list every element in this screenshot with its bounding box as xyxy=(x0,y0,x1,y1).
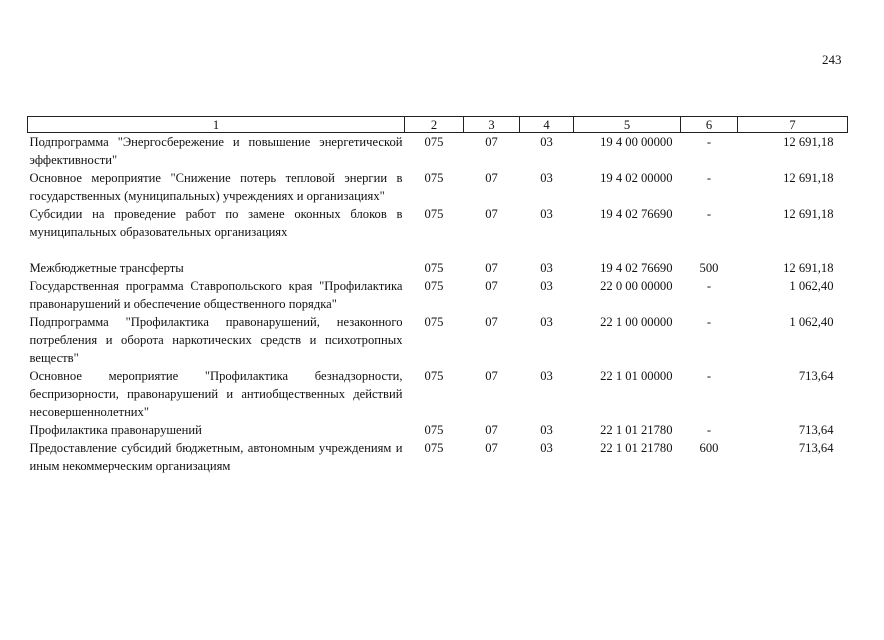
row-name: Подпрограмма "Профилактика правонарушений, незаконного потребления и оборота наркотических средств и психотропных веществ" xyxy=(29,315,403,365)
row-col-3: 07 xyxy=(485,207,498,221)
row-name: Субсидии на проведение работ по замене оконных блоков в муниципальных образовательных организациях xyxy=(29,207,403,239)
budget-table xyxy=(27,116,848,475)
row-col-4: 03 xyxy=(540,207,553,221)
row-col-2: 075 xyxy=(424,261,444,275)
row-col-5: 22 1 01 00000 xyxy=(600,369,673,383)
table-row xyxy=(28,259,848,277)
row-col-7: 12 691,18 xyxy=(783,135,834,149)
row-col-5: 19 4 00 00000 xyxy=(600,135,673,149)
column-header-1: 1 xyxy=(28,117,405,133)
row-col-3: 07 xyxy=(485,171,498,185)
column-header-4: 4 xyxy=(520,117,574,133)
table-row xyxy=(28,277,848,313)
row-col-7: 713,64 xyxy=(798,441,834,455)
row-col-3: 07 xyxy=(485,315,498,329)
table-row xyxy=(28,421,848,439)
row-col-5: 22 0 00 00000 xyxy=(600,279,673,293)
row-name: Основное мероприятие "Профилактика безнадзорности, беспризорности, правонарушений и антиобщественных действий несовершеннолетних" xyxy=(29,369,403,419)
row-col-7: 713,64 xyxy=(798,423,834,437)
row-col-2: 075 xyxy=(424,135,444,149)
row-col-6: - xyxy=(706,369,712,383)
row-col-6: - xyxy=(706,135,712,149)
row-col-4: 03 xyxy=(540,171,553,185)
page-number: 243 xyxy=(822,52,842,67)
row-col-5: 19 4 02 00000 xyxy=(600,171,673,185)
row-col-5: 19 4 02 76690 xyxy=(600,207,673,221)
row-col-3: 07 xyxy=(485,279,498,293)
row-col-2: 075 xyxy=(424,207,444,221)
row-col-4: 03 xyxy=(540,261,553,275)
row-col-6: 600 xyxy=(699,441,719,455)
row-col-4: 03 xyxy=(540,315,553,329)
row-col-6: - xyxy=(706,279,712,293)
row-col-3: 07 xyxy=(485,135,498,149)
row-col-5: 19 4 02 76690 xyxy=(600,261,673,275)
row-col-7: 12 691,18 xyxy=(783,261,834,275)
row-col-4: 03 xyxy=(540,441,553,455)
column-header-6: 6 xyxy=(681,117,738,133)
row-col-2: 075 xyxy=(424,441,444,455)
table-row xyxy=(28,313,848,367)
row-col-2: 075 xyxy=(424,369,444,383)
table-row xyxy=(28,169,848,205)
row-col-5: 22 1 01 21780 xyxy=(600,423,673,437)
table-row xyxy=(28,133,848,170)
row-col-5: 22 1 01 21780 xyxy=(600,441,673,455)
row-col-6: - xyxy=(706,315,712,329)
row-col-6: - xyxy=(706,423,712,437)
row-name: Предоставление субсидий бюджетным, автономным учреждениям и иным некоммерческим организациям xyxy=(29,441,403,473)
row-name: Профилактика правонарушений xyxy=(29,423,202,437)
table-row xyxy=(28,439,848,475)
column-header-5: 5 xyxy=(574,117,681,133)
row-col-4: 03 xyxy=(540,279,553,293)
row-name: Основное мероприятие "Снижение потерь тепловой энергии в государственных (муниципальных) учреждениях и организациях" xyxy=(29,171,403,203)
row-name: Государственная программа Ставропольского края "Профилактика правонарушений и обеспечение общественного порядка" xyxy=(29,279,403,311)
row-col-6: 500 xyxy=(699,261,719,275)
table-row xyxy=(28,367,848,421)
row-col-7: 713,64 xyxy=(798,369,834,383)
row-col-7: 1 062,40 xyxy=(789,315,834,329)
row-name: Межбюджетные трансферты xyxy=(29,261,184,275)
column-header-7: 7 xyxy=(738,117,848,133)
row-col-2: 075 xyxy=(424,423,444,437)
column-header-3: 3 xyxy=(464,117,520,133)
row-col-7: 1 062,40 xyxy=(789,279,834,293)
row-name: Подпрограмма "Энергосбережение и повышение энергетической эффективности" xyxy=(29,135,403,167)
row-col-2: 075 xyxy=(424,171,444,185)
row-col-3: 07 xyxy=(485,441,498,455)
row-col-2: 075 xyxy=(424,315,444,329)
row-col-4: 03 xyxy=(540,423,553,437)
row-col-3: 07 xyxy=(485,423,498,437)
column-header-2: 2 xyxy=(405,117,464,133)
row-col-3: 07 xyxy=(485,261,498,275)
table-row xyxy=(28,205,848,259)
row-col-2: 075 xyxy=(424,279,444,293)
row-col-7: 12 691,18 xyxy=(783,207,834,221)
row-col-3: 07 xyxy=(485,369,498,383)
row-col-7: 12 691,18 xyxy=(783,171,834,185)
row-col-6: - xyxy=(706,207,712,221)
row-col-4: 03 xyxy=(540,135,553,149)
row-col-4: 03 xyxy=(540,369,553,383)
table-header-row xyxy=(28,117,848,133)
row-col-6: - xyxy=(706,171,712,185)
row-col-5: 22 1 00 00000 xyxy=(600,315,673,329)
